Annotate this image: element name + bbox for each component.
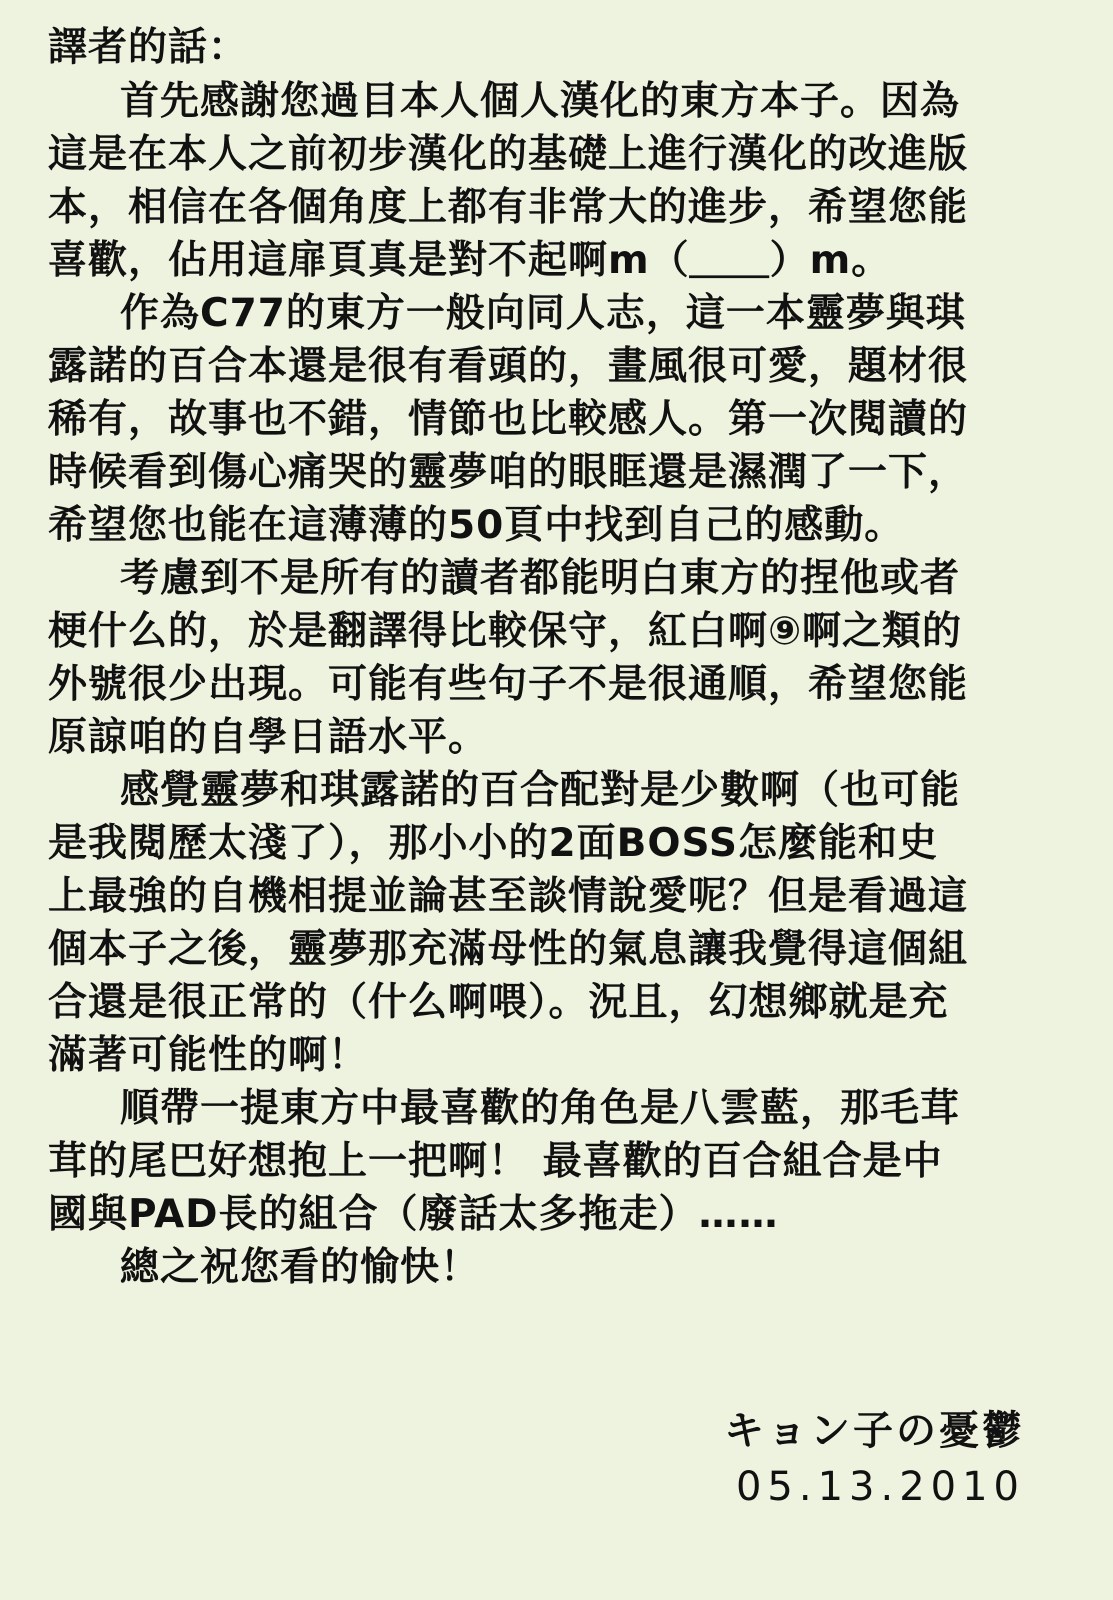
paragraph-2-line-2: 露諾的百合本還是很有看頭的，畫風很可愛，題材很 — [48, 344, 969, 389]
signature-name: キョン子の憂鬱 — [724, 1408, 1025, 1454]
paragraph-4-line-1: 感覺靈夢和琪露諾的百合配對是少數啊（也可能 — [120, 768, 961, 813]
paragraph-5-line-3: 國與PAD長的組合（廢話太多拖走）…… — [48, 1192, 779, 1237]
paragraph-1-line-1: 首先感謝您過目本人個人漢化的東方本子。因為 — [120, 79, 961, 124]
paragraph-3-line-4: 原諒咱的自學日語水平。 — [48, 715, 489, 760]
paragraph-3-line-2: 梗什么的，於是翻譯得比較保守，紅白啊⑨啊之類的 — [48, 609, 963, 654]
signature-date: 05.13.2010 — [735, 1464, 1025, 1510]
paragraph-3-line-1: 考慮到不是所有的讀者都能明白東方的捏他或者 — [120, 556, 961, 601]
note-heading: 譯者的話： — [48, 25, 249, 70]
paragraph-4-line-4: 個本子之後，靈夢那充滿母性的氣息讓我覺得這個組 — [48, 927, 969, 972]
paragraph-1-line-3: 本，相信在各個角度上都有非常大的進步，希望您能 — [48, 185, 969, 230]
paragraph-5-line-1: 順帶一提東方中最喜歡的角色是八雲藍，那毛茸 — [120, 1086, 961, 1131]
paragraph-4-line-3: 上最強的自機相提並論甚至談情說愛呢？但是看過這 — [48, 874, 969, 919]
paragraph-4-line-2: 是我閱歷太淺了），那小小的2面BOSS怎麼能和史 — [48, 821, 938, 866]
paragraph-3-line-3: 外號很少出現。可能有些句子不是很通順，希望您能 — [48, 662, 969, 707]
paragraph-1-line-2: 這是在本人之前初步漢化的基礎上進行漢化的改進版 — [48, 132, 969, 177]
paragraph-5-line-2: 茸的尾巴好想抱上一把啊！ 最喜歡的百合組合是中 — [48, 1139, 943, 1184]
paragraph-2-line-5: 希望您也能在這薄薄的50頁中找到自己的感動。 — [48, 503, 905, 548]
paragraph-2-line-3: 稀有，故事也不錯，情節也比較感人。第一次閱讀的 — [48, 397, 969, 442]
paragraph-4-line-6: 滿著可能性的啊！ — [48, 1033, 369, 1078]
paragraph-2-line-1: 作為C77的東方一般向同人志，這一本靈夢與琪 — [120, 291, 966, 336]
paragraph-2-line-4: 時候看到傷心痛哭的靈夢咱的眼眶還是濕潤了一下， — [48, 450, 969, 495]
paragraph-1-line-4: 喜歡，佔用這扉頁真是對不起啊m（＿＿）m。 — [48, 238, 892, 283]
paragraph-6-line-1: 總之祝您看的愉快！ — [120, 1245, 481, 1290]
paragraph-4-line-5: 合還是很正常的（什么啊喂）。況且，幻想鄉就是充 — [48, 980, 949, 1025]
